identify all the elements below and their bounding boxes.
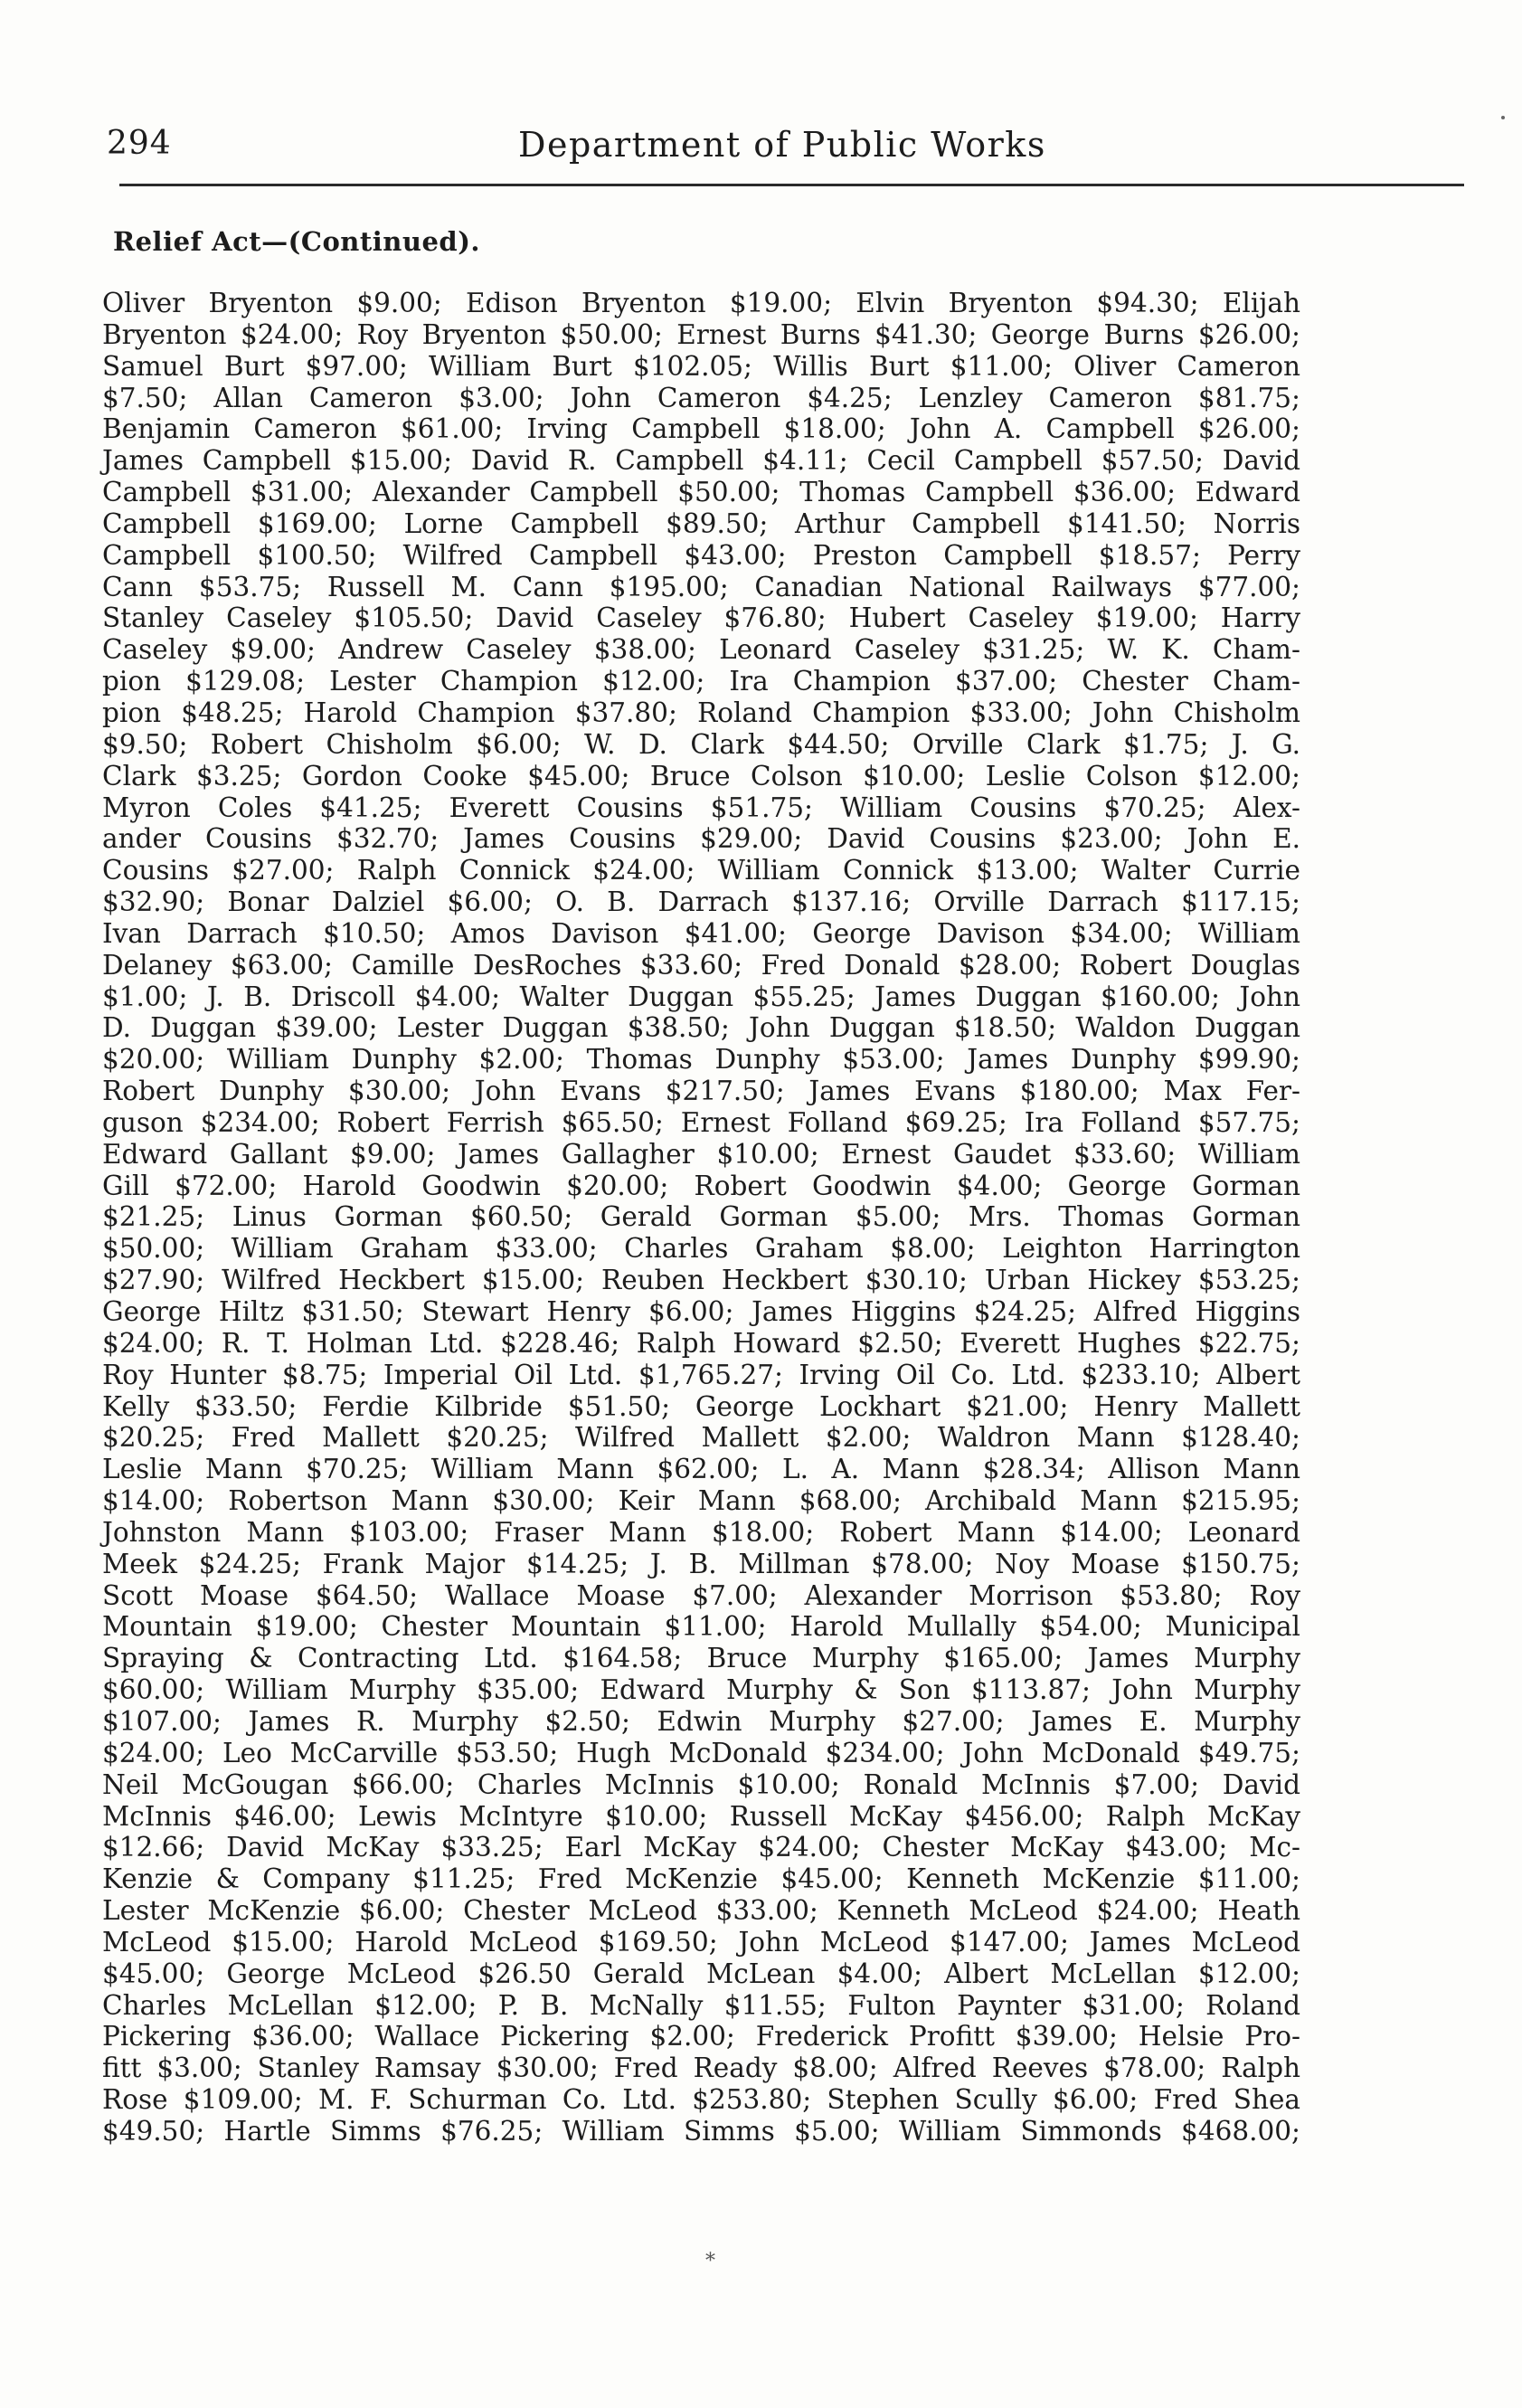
text-line: Edward Gallant $9.00; James Gallagher $10.00; Ernest Gaudet $33.60; William [102, 1138, 1300, 1170]
text-line: Delaney $63.00; Camille DesRoches $33.60; Fred Donald $28.00; Robert Douglas [102, 949, 1300, 981]
text-line: ander Cousins $32.70; James Cousins $29.00; David Cousins $23.00; John E. [102, 823, 1300, 855]
text-line: $9.50; Robert Chisholm $6.00; W. D. Clark $44.50; Orville Clark $1.75; J. G. [102, 728, 1300, 760]
text-line: $107.00; James R. Murphy $2.50; Edwin Murphy $27.00; James E. Murphy [102, 1705, 1300, 1737]
text-line: $50.00; William Graham $33.00; Charles Graham $8.00; Leighton Harrington [102, 1233, 1300, 1265]
text-line: Myron Coles $41.25; Everett Cousins $51.75; William Cousins $70.25; Alex- [102, 792, 1300, 823]
text-line: pion $129.08; Lester Champion $12.00; Ira Champion $37.00; Chester Cham- [102, 666, 1300, 697]
printer-mark: ⁎ [705, 2243, 715, 2266]
text-line: Neil McGougan $66.00; Charles McInnis $10.00; Ronald McInnis $7.00; David [102, 1768, 1300, 1800]
text-line: Leslie Mann $70.25; William Mann $62.00; L. A. Mann $28.34; Allison Mann [102, 1454, 1300, 1485]
text-line: Scott Moase $64.50; Wallace Moase $7.00; Alexander Morrison $53.80; Roy [102, 1579, 1300, 1611]
text-line: fitt $3.00; Stanley Ramsay $30.00; Fred Ready $8.00; Alfred Reeves $78.00; Ralph [102, 2052, 1300, 2084]
header-rule [119, 184, 1464, 186]
page-header [107, 125, 1463, 179]
text-line: $27.90; Wilfred Heckbert $15.00; Reuben Heckbert $30.10; Urban Hickey $53.25; [102, 1265, 1300, 1296]
text-line: Charles McLellan $12.00; P. B. McNally $11.55; Fulton Paynter $31.00; Roland [102, 1989, 1300, 2021]
text-line: Oliver Bryenton $9.00; Edison Bryenton $19.00; Elvin Bryenton $94.30; Elijah [102, 288, 1300, 318]
section-heading: Relief Act—(Continued). [113, 226, 481, 257]
text-line: Mountain $19.00; Chester Mountain $11.00; Harold Mullally $54.00; Municipal [102, 1611, 1300, 1643]
text-line: $20.00; William Dunphy $2.00; Thomas Dunphy $53.00; James Dunphy $99.90; [102, 1044, 1300, 1076]
text-line: Johnston Mann $103.00; Fraser Mann $18.00; Robert Mann $14.00; Leonard [102, 1516, 1300, 1548]
text-line: $45.00; George McLeod $26.50 Gerald McLean $4.00; Albert McLellan $12.00; [102, 1958, 1300, 1989]
text-line: Samuel Burt $97.00; William Burt $102.05; Willis Burt $11.00; Oliver Cameron [102, 350, 1300, 382]
text-line: McLeod $15.00; Harold McLeod $169.50; John McLeod $147.00; James McLeod [102, 1926, 1300, 1958]
text-line: $14.00; Robertson Mann $30.00; Keir Mann $68.00; Archibald Mann $215.95; [102, 1485, 1300, 1517]
text-line: Stanley Caseley $105.50; David Caseley $76.80; Hubert Caseley $19.00; Harry [102, 602, 1300, 634]
text-line: Meek $24.25; Frank Major $14.25; J. B. Millman $78.00; Noy Moase $150.75; [102, 1548, 1300, 1579]
running-head-title: Department of Public Works [518, 125, 1046, 165]
text-line: $1.00; J. B. Driscoll $4.00; Walter Duggan $55.25; James Duggan $160.00; John [102, 981, 1300, 1012]
text-line: Campbell $100.50; Wilfred Campbell $43.00; Preston Campbell $18.57; Perry [102, 539, 1300, 571]
text-line: guson $234.00; Robert Ferrish $65.50; Ernest Folland $69.25; Ira Folland $57.75; [102, 1106, 1300, 1138]
text-line: Caseley $9.00; Andrew Caseley $38.00; Leonard Caseley $31.25; W. K. Cham- [102, 634, 1300, 666]
margin-speck [1501, 116, 1505, 119]
text-line: $49.50; Hartle Simms $76.25; William Simms $5.00; William Simmonds $468.00; [102, 2115, 1300, 2147]
text-line: Clark $3.25; Gordon Cooke $45.00; Bruce Colson $10.00; Leslie Colson $12.00; [102, 760, 1300, 792]
text-line: McInnis $46.00; Lewis McIntyre $10.00; Russell McKay $456.00; Ralph McKay [102, 1800, 1300, 1832]
text-line: $7.50; Allan Cameron $3.00; John Cameron $4.25; Lenzley Cameron $81.75; [102, 382, 1300, 413]
text-line: $12.66; David McKay $33.25; Earl McKay $24.00; Chester McKay $43.00; Mc- [102, 1832, 1300, 1863]
text-line: Ivan Darrach $10.50; Amos Davison $41.00; George Davison $34.00; William [102, 917, 1300, 949]
text-line: Roy Hunter $8.75; Imperial Oil Ltd. $1,765.27; Irving Oil Co. Ltd. $233.10; Albert [102, 1359, 1300, 1390]
text-line: Benjamin Cameron $61.00; Irving Campbell $18.00; John A. Campbell $26.00; [102, 413, 1300, 445]
text-line: Spraying & Contracting Ltd. $164.58; Bruce Murphy $165.00; James Murphy [102, 1643, 1300, 1674]
text-line: Kenzie & Company $11.25; Fred McKenzie $45.00; Kenneth McKenzie $11.00; [102, 1863, 1300, 1895]
body-paragraph [102, 288, 1300, 2147]
text-line: Rose $109.00; M. F. Schurman Co. Ltd. $253.80; Stephen Scully $6.00; Fred Shea [102, 2084, 1300, 2116]
text-line: Gill $72.00; Harold Goodwin $20.00; Robert Goodwin $4.00; George Gorman [102, 1170, 1300, 1201]
text-line: $32.90; Bonar Dalziel $6.00; O. B. Darrach $137.16; Orville Darrach $117.15; [102, 886, 1300, 918]
text-line: Campbell $169.00; Lorne Campbell $89.50; Arthur Campbell $141.50; Norris [102, 507, 1300, 539]
text-line: Lester McKenzie $6.00; Chester McLeod $33.00; Kenneth McLeod $24.00; Heath [102, 1895, 1300, 1927]
text-line: Cann $53.75; Russell M. Cann $195.00; Canadian National Railways $77.00; [102, 571, 1300, 602]
text-line: Campbell $31.00; Alexander Campbell $50.00; Thomas Campbell $36.00; Edward [102, 477, 1300, 508]
text-line: $60.00; William Murphy $35.00; Edward Murphy & Son $113.87; John Murphy [102, 1674, 1300, 1706]
text-line: George Hiltz $31.50; Stewart Henry $6.00; James Higgins $24.25; Alfred Higgins [102, 1296, 1300, 1327]
text-line: pion $48.25; Harold Champion $37.80; Roland Champion $33.00; John Chisholm [102, 697, 1300, 728]
page-number: 294 [107, 125, 172, 162]
text-line: $21.25; Linus Gorman $60.50; Gerald Gorman $5.00; Mrs. Thomas Gorman [102, 1201, 1300, 1233]
text-line: $20.25; Fred Mallett $20.25; Wilfred Mallett $2.00; Waldron Mann $128.40; [102, 1422, 1300, 1454]
text-line: $24.00; Leo McCarville $53.50; Hugh McDonald $234.00; John McDonald $49.75; [102, 1737, 1300, 1768]
text-line: D. Duggan $39.00; Lester Duggan $38.50; John Duggan $18.50; Waldon Duggan [102, 1012, 1300, 1044]
text-line: Cousins $27.00; Ralph Connick $24.00; William Connick $13.00; Walter Currie [102, 855, 1300, 886]
text-line: Robert Dunphy $30.00; John Evans $217.50; James Evans $180.00; Max Fer- [102, 1076, 1300, 1107]
text-line: Pickering $36.00; Wallace Pickering $2.00; Frederick Profitt $39.00; Helsie Pro- [102, 2021, 1300, 2052]
text-line: Bryenton $24.00; Roy Bryenton $50.00; Ernest Burns $41.30; George Burns $26.00; [102, 318, 1300, 350]
text-line: $24.00; R. T. Holman Ltd. $228.46; Ralph Howard $2.50; Everett Hughes $22.75; [102, 1327, 1300, 1359]
text-line: James Campbell $15.00; David R. Campbell $4.11; Cecil Campbell $57.50; David [102, 445, 1300, 477]
text-line: Kelly $33.50; Ferdie Kilbride $51.50; George Lockhart $21.00; Henry Mallett [102, 1390, 1300, 1422]
